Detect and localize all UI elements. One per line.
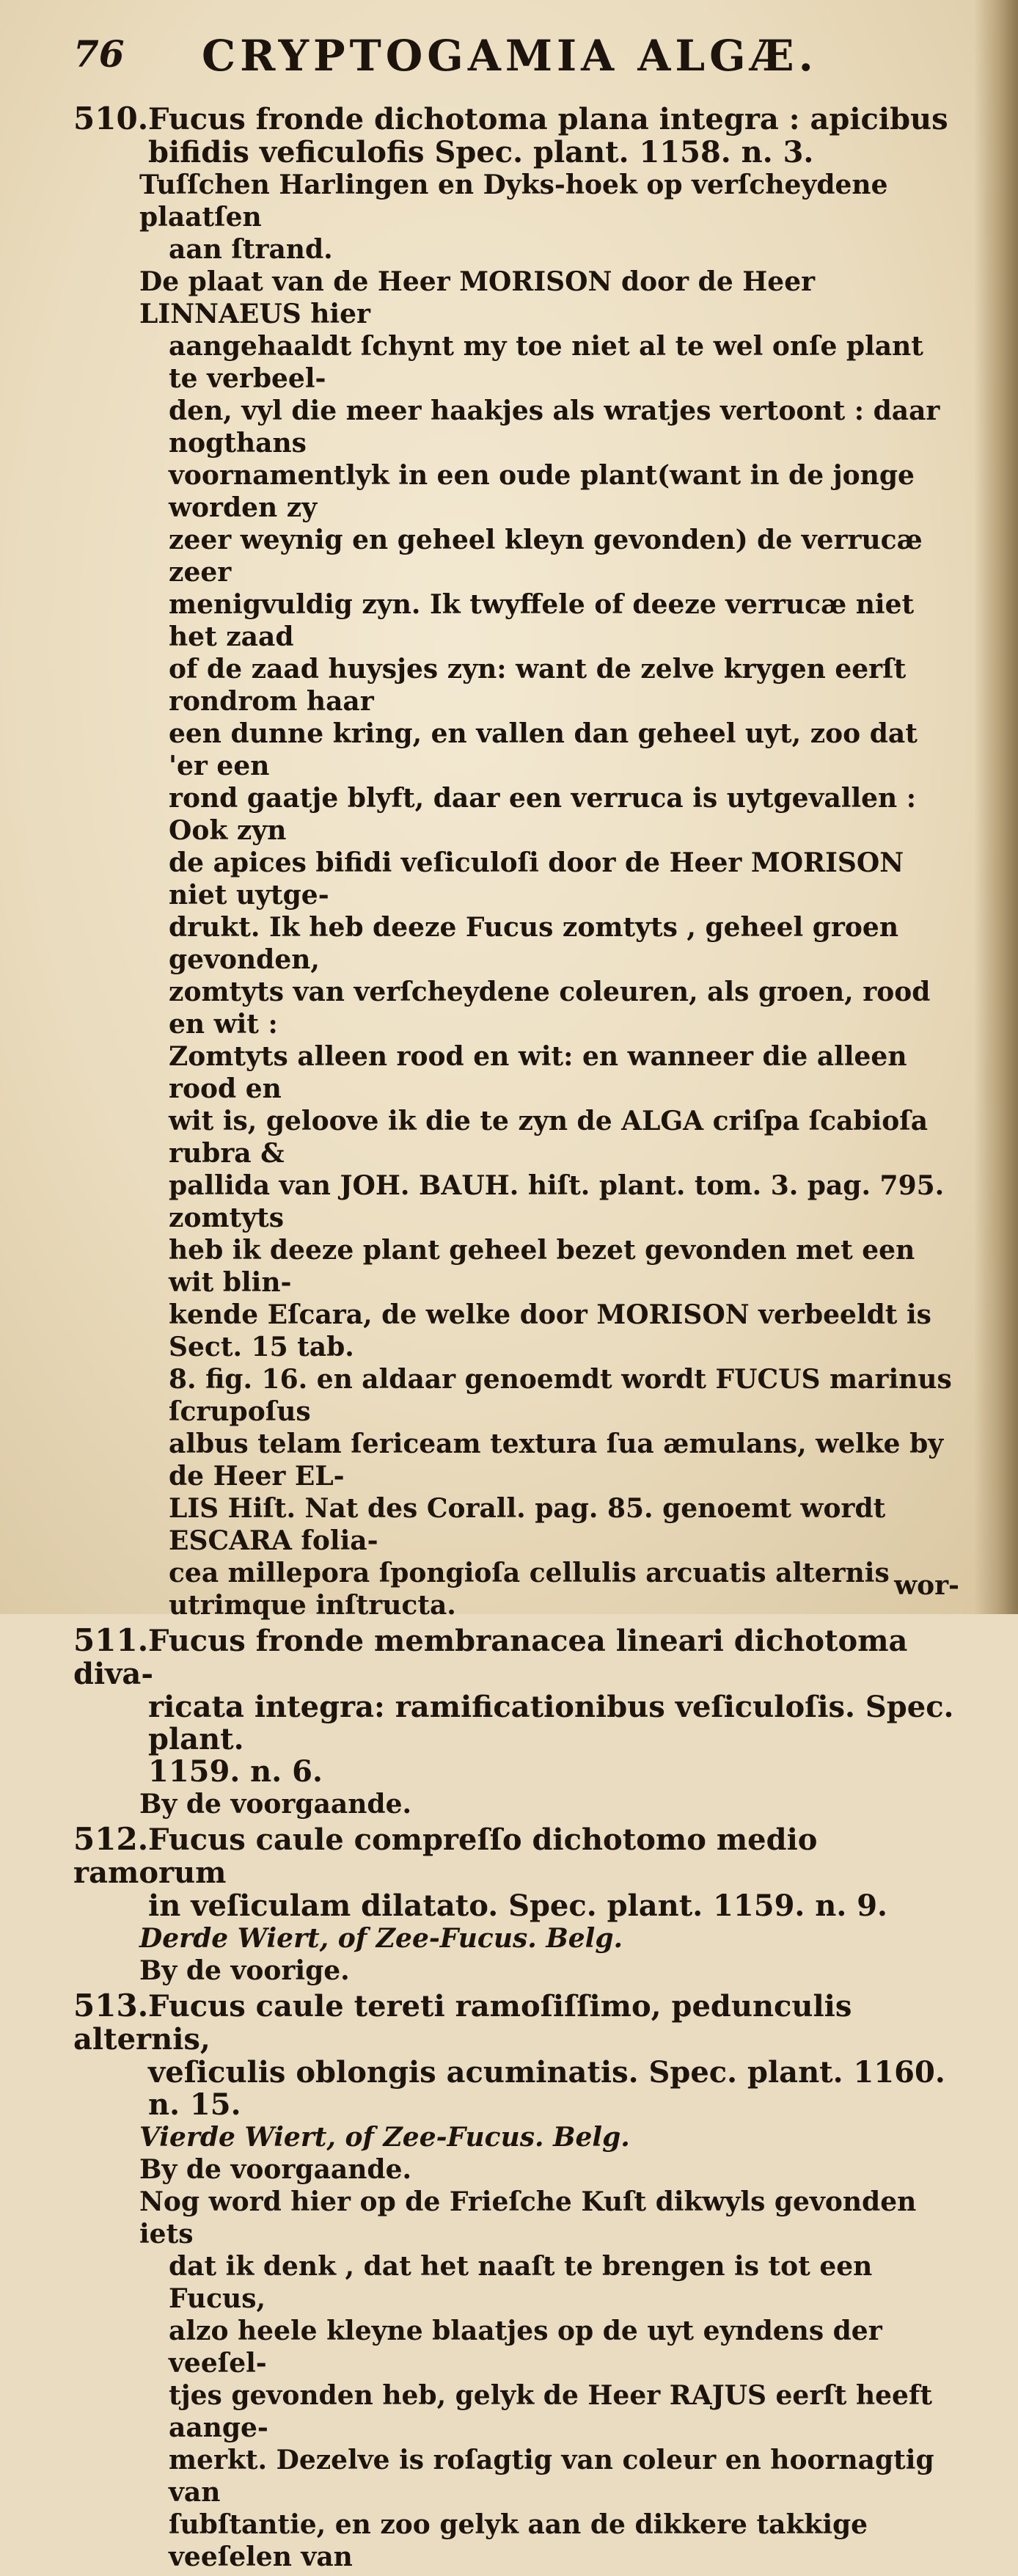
entry-diagnosis-line: Fucus fronde dichotoma plana integra : apicibus xyxy=(148,102,948,136)
commentary-line: de apices bifidi veſiculoſi door de Heer MORISON niet uytge- xyxy=(169,847,904,911)
entry-513 xyxy=(73,1990,961,2573)
commentary-line: albus telam ſericeam textura ſua æmulans, welke by de Heer EL- xyxy=(169,1429,944,1492)
commentary-line: Zomtyts alleen rood en wit: en wanneer die alleen rood en xyxy=(169,1041,907,1104)
entry-510 xyxy=(73,103,961,1621)
entry-number: 513. xyxy=(73,1988,149,2024)
entry-diagnosis-line: veſiculis oblongis acuminatis. Spec. plant. 1160. n. 15. xyxy=(148,2055,945,2122)
entry-locality: By de voorgaande. xyxy=(139,2154,412,2185)
commentary-line: 8. fig. 16. en aldaar genoemdt wordt FUCUS marinus ſcrupoſus xyxy=(169,1364,952,1427)
entry-number: 510. xyxy=(73,101,149,136)
running-title: CRYPTOGAMIA ALGÆ. xyxy=(202,31,818,81)
commentary-line: tjes gevonden heb, gelyk de Heer RAJUS eerſt heeft aange- xyxy=(169,2380,933,2443)
commentary-line: aangehaaldt ſchynt my toe niet al te wel onſe plant te verbeel- xyxy=(169,331,923,394)
page-body xyxy=(73,103,961,2576)
entry-locality: aan ſtrand. xyxy=(169,234,333,265)
entry-diagnosis-line: 1159. n. 6. xyxy=(148,1754,323,1789)
entry-vernacular-name: Vierde Wiert, of Zee-Fucus. Belg. xyxy=(139,2122,630,2153)
commentary-line: ſubſtantie, en zoo gelyk aan de dikkere takkige veeſelen van xyxy=(169,2509,868,2572)
commentary-line: zomtyts van verſcheydene coleuren, als groen, rood en wit : xyxy=(169,977,931,1040)
commentary-line: De plaat van de Heer MORISON door de Heer LINNAEUS hier xyxy=(139,266,816,329)
commentary-line: drukt. Ik heb deeze Fucus zomtyts , geheel groen gevonden, xyxy=(169,912,898,975)
commentary-line: Nog word hier op de Frieſche Kuſt dikwyls gevonden iets xyxy=(139,2186,917,2250)
commentary-line: merkt. Dezelve is roſagtig van coleur en hoornagtig van xyxy=(169,2445,934,2508)
entry-diagnosis-line: bifidis veficulofis Spec. plant. 1158. n. 3. xyxy=(148,135,814,169)
commentary-line: pallida van JOH. BAUH. hiſt. plant. tom. 3. pag. 795. zomtyts xyxy=(169,1170,945,1233)
entry-vernacular-name: Derde Wiert, of Zee-Fucus. Belg. xyxy=(139,1923,623,1954)
commentary-line: een dunne kring, en vallen dan geheel uyt, zoo dat 'er een xyxy=(169,718,918,781)
commentary-line: of de zaad huysjes zyn: want de zelve krygen eerſt rondrom haar xyxy=(169,654,907,717)
entry-diagnosis-line: ricata integra: ramificationibus veſiculoſis. Spec. plant. xyxy=(148,1690,954,1756)
entry-511 xyxy=(73,1624,961,1820)
entry-locality: Tuſſchen Harlingen en Dyks-hoek op verſcheydene plaatſen xyxy=(139,169,888,233)
entry-diagnosis-line: Fucus caule compreſſo dichotomo medio ramorum xyxy=(73,1822,818,1890)
commentary-line: zeer weynig en geheel kleyn gevonden) de verrucæ zeer xyxy=(169,525,923,588)
page-header xyxy=(73,25,939,81)
entry-locality: By de voorige. xyxy=(139,1955,350,1986)
commentary-line: kende Eſcara, de welke door MORISON verbeeldt is Sect. 15 tab. xyxy=(169,1299,931,1362)
entry-diagnosis-line: Fucus fronde membranacea lineari dichotoma diva- xyxy=(73,1624,908,1691)
entry-diagnosis-line: Fucus caule tereti ramoſiſſimo, pedunculis alternis, xyxy=(73,1989,852,2057)
catchword: wor- xyxy=(894,1570,959,1601)
commentary-line: rond gaatje blyft, daar een verruca is uytgevallen : Ook zyn xyxy=(169,783,917,846)
entry-locality: By de voorgaande. xyxy=(139,1789,412,1820)
commentary-line: voornamentlyk in een oude plant(want in de jonge worden zy xyxy=(169,460,915,523)
commentary-line: heb ik deeze plant geheel bezet gevonden met een wit blin- xyxy=(169,1235,915,1298)
entry-512 xyxy=(73,1823,961,1987)
commentary-line: menigvuldig zyn. Ik twyffele of deeze verrucæ niet het zaad xyxy=(169,589,915,652)
commentary-line: wit is, geloove ik die te zyn de ALGA criſpa ſcabioſa rubra & xyxy=(169,1106,929,1169)
commentary-line: dat ik denk , dat het naaſt te brengen is tot een Fucus, xyxy=(169,2251,873,2314)
commentary-line: den, vyl die meer haakjes als wratjes vertoont : daar nogthans xyxy=(169,395,940,459)
page-number: 76 xyxy=(73,32,125,76)
entry-diagnosis-line: in veſiculam dilatato. Spec. plant. 1159. n. 9. xyxy=(148,1889,887,1923)
commentary-line: LIS Hiſt. Nat des Corall. pag. 85. genoemt wordt ESCARA folia- xyxy=(169,1493,886,1556)
commentary-line: alzo heele kleyne blaatjes op de uyt eyndens der veeſel- xyxy=(169,2316,882,2379)
commentary-line: cea millepora ſpongioſa cellulis arcuatis alternis utrimque inſtructa. xyxy=(169,1558,890,1621)
book-spine-shadow xyxy=(974,0,1018,1614)
entry-number: 511. xyxy=(73,1622,149,1658)
entry-number: 512. xyxy=(73,1821,149,1857)
